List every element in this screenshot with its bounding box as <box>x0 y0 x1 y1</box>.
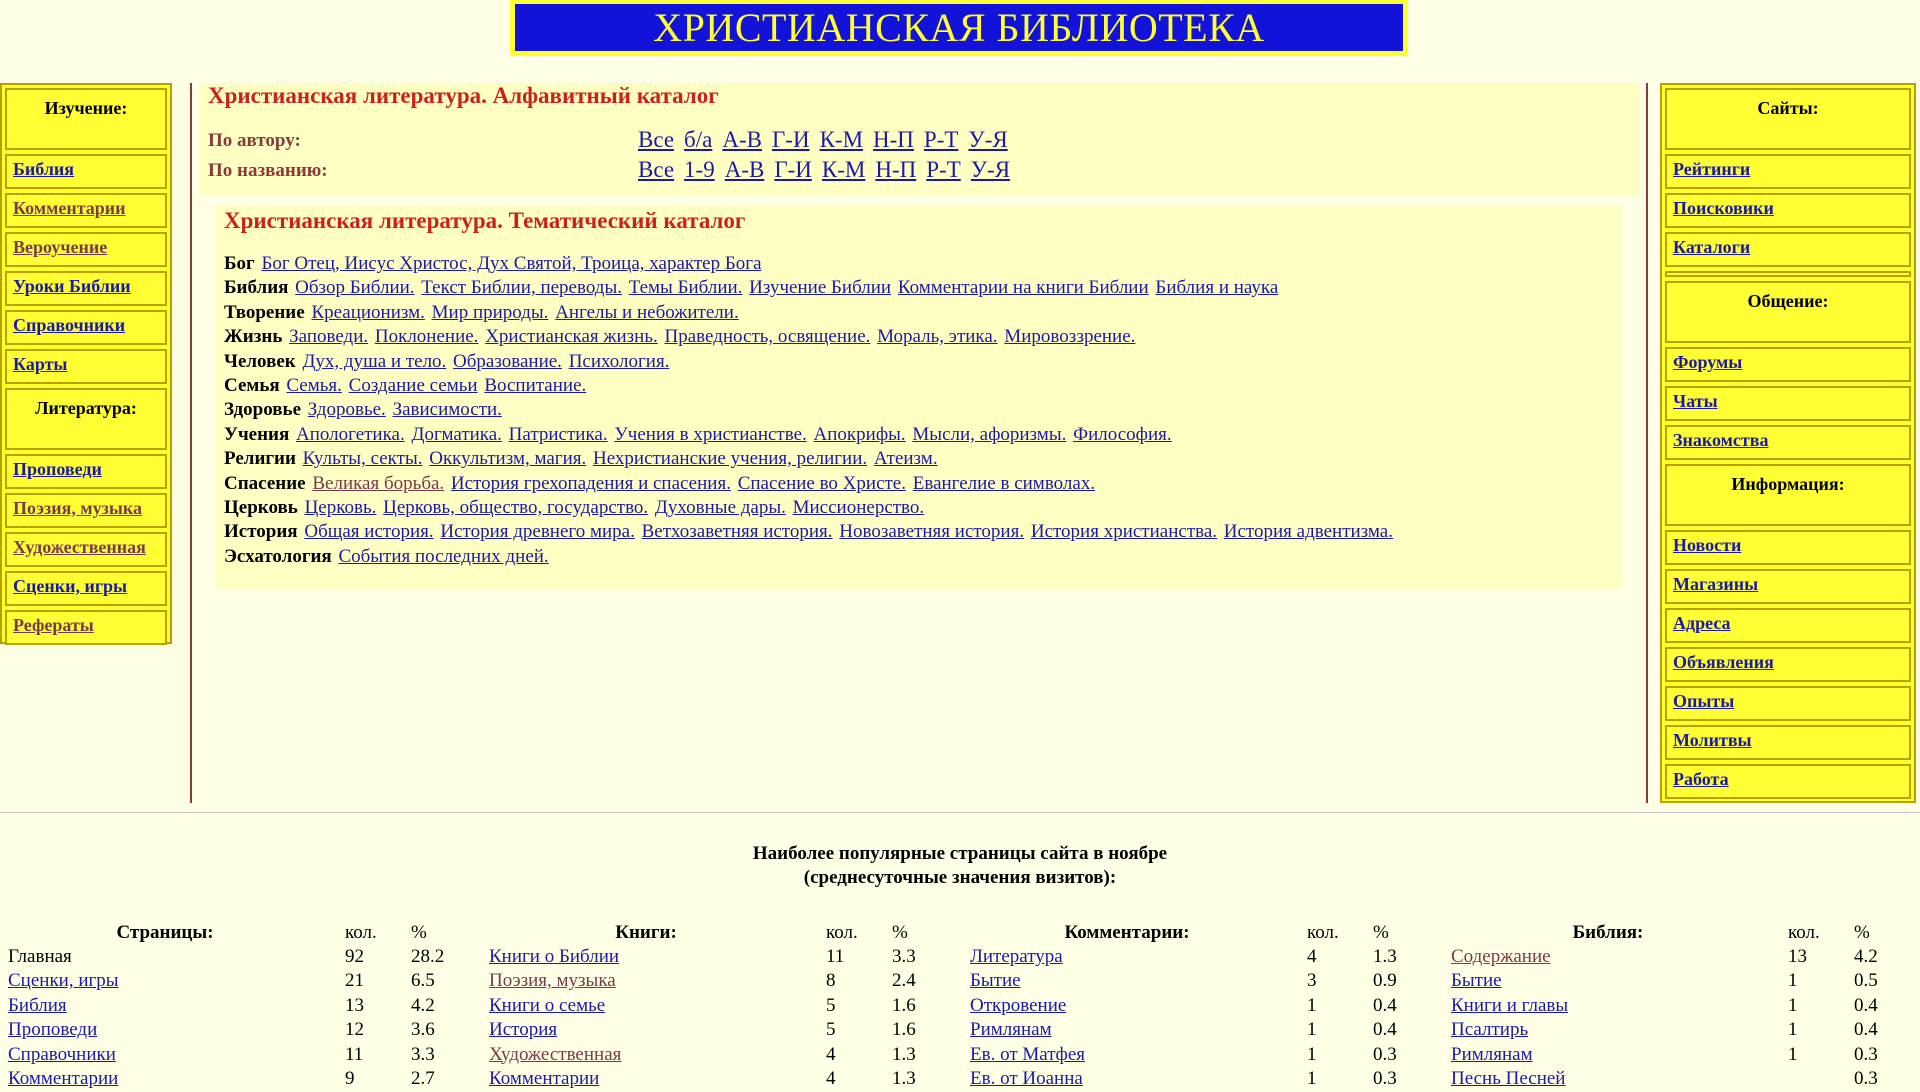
theme-row-человек <box>224 350 1614 374</box>
stats-page-name[interactable]: Сценки, игры <box>8 970 119 992</box>
stats-row <box>481 946 951 970</box>
theme-link[interactable]: Великая борьба. <box>312 472 445 494</box>
stats-page-name[interactable]: Откровение <box>970 994 1067 1016</box>
thematic-catalog <box>216 206 1622 589</box>
theme-link[interactable]: Апологетика. <box>296 423 405 445</box>
theme-link[interactable]: История древнего мира. <box>440 521 635 543</box>
stats-row <box>481 1044 951 1068</box>
stats-count: 5 <box>826 994 836 1016</box>
percent-header: % <box>1854 922 1870 943</box>
theme-row-учения <box>224 423 1614 447</box>
percent-header: % <box>411 922 427 943</box>
theme-label: Творение <box>224 301 305 323</box>
nav-item-label: Новости <box>1673 535 1742 555</box>
letter-link[interactable]: Все <box>638 127 675 152</box>
stats-row <box>0 995 470 1019</box>
nav-item-label: Карты <box>13 354 68 374</box>
popular-pages-heading <box>0 842 1920 890</box>
stats-percent: 4.2 <box>1854 946 1878 967</box>
stats-row <box>481 970 951 994</box>
nav-item-label: Комментарии <box>13 198 126 218</box>
nav-item-label: Молитвы <box>1673 730 1752 750</box>
stats-percent: 1.3 <box>892 1043 916 1065</box>
stats-column-библия <box>1443 922 1913 1092</box>
theme-link[interactable]: Церковь. <box>304 497 377 519</box>
stats-percent: 0.3 <box>1854 1043 1878 1065</box>
theme-link[interactable]: Церковь, общество, государство. <box>383 497 649 519</box>
count-header: кол. <box>1307 922 1339 943</box>
stats-count: 1 <box>1788 1019 1798 1041</box>
nav-item-объявления[interactable] <box>1665 647 1911 682</box>
stats-count: 4 <box>826 1043 836 1065</box>
stats-header <box>1443 922 1913 946</box>
left-nav <box>0 83 172 644</box>
theme-link[interactable]: Праведность, освящение. <box>664 326 871 348</box>
stats-percent: 6.5 <box>411 970 435 992</box>
stats-row <box>1443 970 1913 994</box>
stats-row <box>962 970 1432 994</box>
nav-item-молитвы[interactable] <box>1665 725 1911 760</box>
percent-header: % <box>892 922 908 943</box>
stats-percent: 0.5 <box>1854 970 1878 992</box>
theme-link[interactable]: Зависимости. <box>392 399 502 421</box>
stats-count: 1 <box>1307 1019 1317 1041</box>
letter-link[interactable]: 1-9 <box>684 157 715 182</box>
stats-header <box>0 922 470 946</box>
left-divider <box>190 83 192 803</box>
theme-link[interactable]: Создание семьи <box>348 375 478 397</box>
stats-percent: 2.4 <box>892 970 916 992</box>
theme-row-религии <box>224 447 1614 471</box>
stats-count: 9 <box>345 1067 355 1089</box>
thematic-catalog-title: Христианская литература. Тематический каталог <box>224 208 746 233</box>
by-author-label: По автору: <box>208 130 301 151</box>
stats-count: 4 <box>826 1067 836 1089</box>
popular-pages-subtitle: (среднесуточные значения визитов): <box>803 867 1117 888</box>
nav-item-label: Магазины <box>1673 574 1759 594</box>
stats-row <box>962 946 1432 970</box>
nav-spacer <box>1665 271 1911 277</box>
nav-item-новости[interactable] <box>1665 530 1911 565</box>
letter-link[interactable]: Р-Т <box>923 127 959 152</box>
nav-item-работа[interactable] <box>1665 764 1911 799</box>
stats-count: 21 <box>345 970 364 992</box>
theme-row-творение <box>224 301 1614 325</box>
nav-item-вероучение[interactable] <box>5 232 167 267</box>
stats-count: 1 <box>1788 994 1798 1016</box>
stats-row <box>1443 1068 1913 1092</box>
stats-row <box>962 1068 1432 1092</box>
stats-row <box>962 995 1432 1019</box>
letter-link[interactable]: У-Я <box>968 127 1008 152</box>
stats-row <box>0 1068 470 1092</box>
theme-row-спасение <box>224 472 1614 496</box>
stats-count: 3 <box>1307 970 1317 992</box>
nav-item-label: Каталоги <box>1673 237 1751 257</box>
stats-page-name[interactable]: Проповеди <box>8 1019 98 1041</box>
theme-link[interactable]: Комментарии на книги Библии <box>897 277 1149 299</box>
stats-percent: 0.4 <box>1373 994 1397 1016</box>
letter-link[interactable]: Н-П <box>875 157 917 182</box>
stats-page-name[interactable]: Художественная <box>489 1043 622 1065</box>
stats-page-name[interactable]: Песнь Песней <box>1451 1067 1566 1089</box>
stats-page-name[interactable]: Поэзия, музыка <box>489 970 616 992</box>
theme-row-здоровье <box>224 398 1614 422</box>
nav-item-label: Уроки Библии <box>13 276 131 296</box>
theme-link[interactable]: История христианства. <box>1030 521 1218 543</box>
nav-item-библия[interactable] <box>5 154 167 189</box>
theme-label: Библия <box>224 277 289 299</box>
theme-link[interactable]: Мировоззрение. <box>1004 326 1136 348</box>
theme-link[interactable]: События последних дней. <box>338 545 549 567</box>
stats-row <box>0 1019 470 1043</box>
theme-link[interactable]: Миссионерство. <box>792 497 925 519</box>
stats-percent: 3.3 <box>892 946 916 967</box>
theme-link[interactable]: Философия. <box>1073 423 1172 445</box>
letter-link[interactable]: К-М <box>821 157 866 182</box>
theme-link[interactable]: Бог Отец, Иисус Христос, Дух Святой, Троица, характер Бога <box>261 253 762 274</box>
nav-item-label: Объявления <box>1673 652 1774 672</box>
stats-row <box>0 970 470 994</box>
count-header: кол. <box>1788 922 1820 943</box>
stats-column-комментарии <box>962 922 1432 1092</box>
nav-item-опыты[interactable] <box>1665 686 1911 721</box>
letter-link[interactable]: А-В <box>722 127 762 152</box>
stats-row <box>1443 946 1913 970</box>
nav-item-сценки-игры[interactable] <box>5 571 167 606</box>
stats-percent: 2.7 <box>411 1067 435 1089</box>
by-author-letters <box>638 127 1018 153</box>
theme-link[interactable]: Воспитание. <box>484 375 587 397</box>
letter-link[interactable]: Г-И <box>774 157 812 182</box>
stats-page-name[interactable]: Римлянам <box>1451 1043 1533 1065</box>
nav-heading-communication: Общение: <box>1665 281 1911 343</box>
theme-link[interactable]: Текст Библии, переводы. <box>421 277 622 299</box>
letter-link[interactable]: А-В <box>724 157 765 182</box>
count-header: кол. <box>345 922 377 943</box>
right-nav <box>1660 83 1916 803</box>
stats-count: 11 <box>826 946 845 967</box>
theme-label: Здоровье <box>224 399 302 421</box>
stats-percent: 1.3 <box>892 1067 916 1089</box>
stats-page-name[interactable]: Римлянам <box>970 1019 1052 1041</box>
nav-item-знакомства[interactable] <box>1665 425 1911 460</box>
stats-percent: 0.9 <box>1373 970 1397 992</box>
stats-percent: 1.3 <box>1373 946 1397 967</box>
stats-page-name[interactable]: Книги о Библии <box>489 946 620 967</box>
nav-item-label: Поэзия, музыка <box>13 498 142 518</box>
theme-label: Учения <box>224 423 290 445</box>
theme-row-история <box>224 520 1614 544</box>
by-title-letters <box>638 157 1020 183</box>
theme-label: Спасение <box>224 472 306 494</box>
stats-percent: 0.3 <box>1373 1043 1397 1065</box>
nav-item-label: Знакомства <box>1673 430 1769 450</box>
nav-item-рефераты[interactable] <box>5 610 167 645</box>
stats-percent: 28.2 <box>411 946 445 967</box>
horizontal-divider <box>0 812 1920 813</box>
nav-item-рейтинги[interactable] <box>1665 154 1911 189</box>
theme-label: Жизнь <box>224 326 283 348</box>
stats-page-name[interactable]: Содержание <box>1451 946 1551 967</box>
stats-row <box>481 1068 951 1092</box>
nav-item-label: Художественная <box>13 537 146 557</box>
stats-column-книги <box>481 922 951 1092</box>
count-header: кол. <box>826 922 858 943</box>
nav-item-уроки-библии[interactable] <box>5 271 167 306</box>
stats-column-страницы <box>0 922 470 1092</box>
theme-link[interactable]: Обзор Библии. <box>295 277 415 299</box>
letter-link[interactable]: Г-И <box>771 127 810 152</box>
theme-link[interactable]: Патристика. <box>508 423 608 445</box>
alphabetical-catalog <box>200 83 1640 196</box>
theme-link[interactable]: Дух, душа и тело. <box>302 350 447 372</box>
stats-page-name[interactable]: Ев. от Матфея <box>970 1043 1086 1065</box>
percent-header: % <box>1373 922 1389 943</box>
main-content <box>200 83 1640 589</box>
letter-link[interactable]: К-М <box>819 127 864 152</box>
nav-item-label: Работа <box>1673 769 1729 789</box>
letter-link[interactable]: У-Я <box>970 157 1011 182</box>
theme-row-церковь <box>224 496 1614 520</box>
stats-count: 92 <box>345 946 364 967</box>
theme-link[interactable]: Темы Библии. <box>628 277 743 299</box>
stats-percent: 0.4 <box>1854 994 1878 1016</box>
stats-page-name[interactable]: Комментарии <box>489 1067 600 1089</box>
by-author-row <box>208 127 1640 157</box>
theme-link[interactable]: История адвентизма. <box>1223 521 1393 543</box>
nav-heading-literature: Литература: <box>5 388 167 450</box>
stats-count: 1 <box>1788 970 1798 992</box>
theme-link[interactable]: История грехопадения и спасения. <box>450 472 731 494</box>
stats-count: 8 <box>826 970 836 992</box>
theme-row-семья <box>224 374 1614 398</box>
theme-link[interactable]: Культы, секты. <box>302 448 423 470</box>
theme-link[interactable]: Христианская жизнь. <box>485 326 658 348</box>
stats-page-name[interactable]: Комментарии <box>8 1067 119 1089</box>
stats-header <box>481 922 951 946</box>
theme-link[interactable]: Мысли, афоризмы. <box>912 423 1067 445</box>
theme-row-жизнь <box>224 325 1614 349</box>
stats-row <box>962 1019 1432 1043</box>
stats-group-name: Комментарии: <box>1064 922 1190 943</box>
stats-count: 11 <box>345 1043 364 1065</box>
stats-percent: 0.3 <box>1854 1067 1878 1089</box>
nav-item-чаты[interactable] <box>1665 386 1911 421</box>
stats-percent: 0.4 <box>1854 1019 1878 1041</box>
stats-row <box>1443 1044 1913 1068</box>
nav-item-label: Чаты <box>1673 391 1718 411</box>
stats-percent: 0.4 <box>1373 1019 1397 1041</box>
stats-count: 1 <box>1788 1043 1798 1065</box>
nav-item-label: Вероучение <box>13 237 108 257</box>
stats-page-name[interactable]: Справочники <box>8 1043 116 1065</box>
site-title: ХРИСТИАНСКАЯ БИБЛИОТЕКА <box>515 4 1403 51</box>
theme-label: История <box>224 521 298 543</box>
theme-link[interactable]: Изучение Библии <box>749 277 892 299</box>
letter-link[interactable]: Н-П <box>873 127 914 152</box>
stats-row <box>481 1019 951 1043</box>
stats-page-name[interactable]: Библия <box>8 994 67 1016</box>
stats-percent: 3.3 <box>411 1043 435 1065</box>
stats-percent: 1.6 <box>892 994 916 1016</box>
stats-count: 12 <box>345 1019 364 1041</box>
theme-link[interactable]: Нехристианские учения, религии. <box>593 448 868 470</box>
nav-item-label: Рефераты <box>13 615 94 635</box>
theme-label: Человек <box>224 350 296 372</box>
theme-link[interactable]: Заповеди. <box>289 326 369 348</box>
theme-link[interactable]: Спасение во Христе. <box>737 472 906 494</box>
theme-link[interactable]: Атеизм. <box>873 448 938 470</box>
stats-page-name[interactable]: Бытие <box>1451 970 1502 992</box>
stats-percent: 4.2 <box>411 994 435 1016</box>
theme-link[interactable]: Библия и наука <box>1155 277 1279 299</box>
nav-item-label: Адреса <box>1673 613 1731 633</box>
stats-count: 5 <box>826 1019 836 1041</box>
stats-group-name: Книги: <box>615 922 677 943</box>
nav-item-label: Сценки, игры <box>13 576 128 596</box>
nav-heading-study: Изучение: <box>5 88 167 150</box>
stats-percent: 0.3 <box>1373 1067 1397 1089</box>
theme-label: Церковь <box>224 497 298 519</box>
stats-row <box>1443 995 1913 1019</box>
nav-item-карты[interactable] <box>5 349 167 384</box>
theme-link[interactable]: Поклонение. <box>374 326 479 348</box>
theme-row-бог <box>224 252 1614 276</box>
theme-link[interactable]: Креационизм. <box>311 301 425 323</box>
theme-label: Бог <box>224 253 255 274</box>
nav-item-label: Проповеди <box>13 459 102 479</box>
theme-row-эсхатология <box>224 545 1614 569</box>
stats-row <box>1443 1019 1913 1043</box>
stats-percent: 1.6 <box>892 1019 916 1041</box>
theme-link[interactable]: Ангелы и небожители. <box>555 301 739 323</box>
stats-page-name[interactable]: Бытие <box>970 970 1021 992</box>
theme-link[interactable]: Мир природы. <box>431 301 549 323</box>
nav-item-каталоги[interactable] <box>1665 232 1911 267</box>
stats-page-name[interactable]: Литература <box>970 946 1063 967</box>
nav-item-label: Библия <box>13 159 75 179</box>
stats-row <box>962 1044 1432 1068</box>
nav-item-label: Опыты <box>1673 691 1735 711</box>
nav-item-художественная[interactable] <box>5 532 167 567</box>
by-title-row <box>208 157 1640 187</box>
theme-row-библия <box>224 276 1614 300</box>
theme-link[interactable]: Новозаветняя история. <box>839 521 1025 543</box>
nav-item-label: Поисковики <box>1673 198 1774 218</box>
theme-link[interactable]: Догматика. <box>411 423 502 445</box>
stats-count: 13 <box>1788 946 1807 967</box>
theme-link[interactable]: Учения в христианстве. <box>614 423 807 445</box>
nav-item-label: Рейтинги <box>1673 159 1751 179</box>
stats-count: 1 <box>1307 1043 1317 1065</box>
stats-count: 1 <box>1307 1067 1317 1089</box>
site-banner <box>510 0 1408 56</box>
theme-link[interactable]: Мораль, этика. <box>877 326 998 348</box>
stats-percent: 3.6 <box>411 1019 435 1041</box>
theme-link[interactable]: Образование. <box>453 350 562 372</box>
theme-link[interactable]: Евангелие в символах. <box>912 472 1096 494</box>
by-title-label: По названию: <box>208 160 328 181</box>
right-divider <box>1646 83 1648 803</box>
nav-heading-sites: Сайты: <box>1665 88 1911 150</box>
nav-item-магазины[interactable] <box>1665 569 1911 604</box>
letter-link[interactable]: Все <box>638 157 675 182</box>
stats-count: 1 <box>1307 994 1317 1016</box>
stats-row <box>481 995 951 1019</box>
stats-page-name[interactable]: Ев. от Иоанна <box>970 1067 1083 1089</box>
theme-label: Религии <box>224 448 296 470</box>
theme-link[interactable]: Здоровье. <box>307 399 386 421</box>
nav-item-форумы[interactable] <box>1665 347 1911 382</box>
stats-row <box>0 1044 470 1068</box>
nav-item-label: Справочники <box>13 315 126 335</box>
nav-item-поэзия-музыка[interactable] <box>5 493 167 528</box>
stats-group-name: Страницы: <box>116 922 214 943</box>
nav-item-label: Форумы <box>1673 352 1743 372</box>
nav-item-справочники[interactable] <box>5 310 167 345</box>
alphabetical-catalog-title: Христианская литература. Алфавитный каталог <box>208 83 719 108</box>
stats-page-name[interactable]: Псалтирь <box>1451 1019 1529 1041</box>
stats-page-name[interactable]: Книги о семье <box>489 994 606 1016</box>
stats-header <box>962 922 1432 946</box>
theme-link[interactable]: Апокрифы. <box>813 423 906 445</box>
theme-link[interactable]: Оккультизм, магия. <box>429 448 587 470</box>
stats-count: 13 <box>345 994 364 1016</box>
theme-link[interactable]: Ветхозаветняя история. <box>641 521 833 543</box>
stats-count: 4 <box>1307 946 1317 967</box>
letter-link[interactable]: Р-Т <box>926 157 961 182</box>
nav-item-адреса[interactable] <box>1665 608 1911 643</box>
theme-label: Эсхатология <box>224 545 332 567</box>
stats-page-name: Главная <box>8 946 72 967</box>
nav-item-поисковики[interactable] <box>1665 193 1911 228</box>
letter-link[interactable]: б/а <box>684 127 713 152</box>
stats-group-name: Библия: <box>1572 922 1644 943</box>
nav-heading-information: Информация: <box>1665 464 1911 526</box>
stats-page-name[interactable]: Книги и главы <box>1451 994 1569 1016</box>
popular-pages-title: Наиболее популярные страницы сайта в ноябре <box>752 843 1168 864</box>
theme-link[interactable]: Семья. <box>286 375 342 397</box>
nav-item-проповеди[interactable] <box>5 454 167 489</box>
theme-link[interactable]: Общая история. <box>304 521 434 543</box>
stats-page-name[interactable]: История <box>489 1019 558 1041</box>
theme-label: Семья <box>224 375 280 397</box>
nav-item-комментарии[interactable] <box>5 193 167 228</box>
theme-link[interactable]: Духовные дары. <box>654 497 786 519</box>
theme-link[interactable]: Психология. <box>568 350 670 372</box>
stats-row <box>0 946 470 970</box>
